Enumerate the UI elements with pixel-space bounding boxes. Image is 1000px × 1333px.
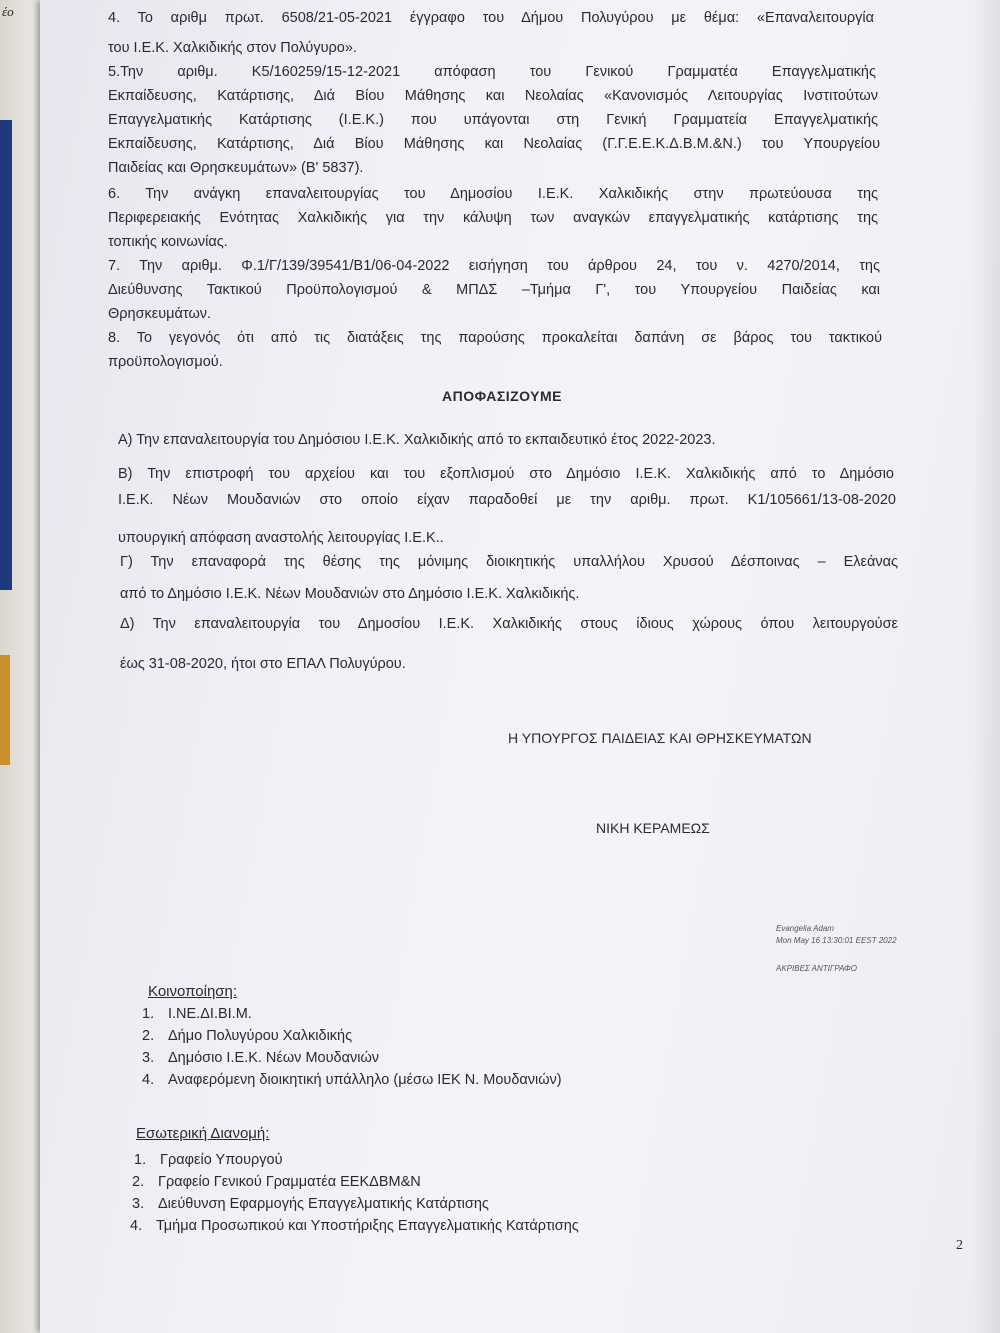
page-number: 2 <box>956 1238 963 1253</box>
decision-d-line-2: έως 31-08-2020, ήτοι στο ΕΠΑΛ Πολυγύρου. <box>120 656 406 672</box>
item-4-line-1: 4. Το αριθμ πρωτ. 6508/21-05-2021 έγγραφο του Δήμου Πολυγύρου με θέμα: «Επαναλειτουργία <box>108 10 874 26</box>
item-5-line-5: Παιδείας και Θρησκευμάτων» (Β' 5837). <box>108 160 364 176</box>
internal-item-3: 3. Διεύθυνση Εφαρμογής Επαγγελματικής Κατάρτισης <box>132 1196 489 1212</box>
minister-name: ΝΙΚΗ ΚΕΡΑΜΕΩΣ <box>596 820 710 836</box>
item-7-line-2: Διεύθυνσης Τακτικού Προϋπολογισμού & ΜΠΔΣ –Τμήμα Γ', του Υπουργείου Παιδείας και <box>108 282 880 298</box>
corner-text: έο <box>2 4 14 19</box>
item-7-line-1: 7. Την αριθμ. Φ.1/Γ/139/39541/Β1/06-04-2022 εισήγηση του άρθρου 24, του ν. 4270/2014, της <box>108 258 880 274</box>
notification-item-1: 1. Ι.ΝΕ.ΔΙ.ΒΙ.Μ. <box>142 1006 252 1022</box>
minister-title: Η ΥΠΟΥΡΓΟΣ ΠΑΙΔΕΙΑΣ ΚΑΙ ΘΡΗΣΚΕΥΜΑΤΩΝ <box>508 730 812 746</box>
item-8-line-1: 8. Το γεγονός ότι από τις διατάξεις της παρούσης προκαλείται δαπάνη σε βάρος του τακτικού <box>108 330 882 346</box>
decision-b-line-2: Ι.Ε.Κ. Νέων Μουδανιών στο οποίο είχαν παραδοθεί με την αριθμ. πρωτ. Κ1/105661/13-08-2020 <box>118 492 896 508</box>
notification-item-3: 3. Δημόσιο Ι.Ε.Κ. Νέων Μουδανιών <box>142 1050 380 1066</box>
digital-signer: Evangelia Adam <box>776 924 834 933</box>
orange-folder-edge <box>0 655 10 765</box>
item-6-line-1: 6. Την ανάγκη επαναλειτουργίας του Δημοσίου Ι.Ε.Κ. Χαλκιδικής στην πρωτεύουσα της <box>108 186 878 202</box>
notification-item-4: 4. Αναφερόμενη διοικητική υπάλληλο (μέσω ΙΕΚ Ν. Μουδανιών) <box>142 1072 562 1088</box>
item-4-line-2: του Ι.Ε.Κ. Χαλκιδικής στον Πολύγυρο». <box>108 40 357 56</box>
internal-item-4: 4. Τμήμα Προσωπικού και Υποστήριξης Επαγγελματικής Κατάρτισης <box>130 1218 579 1234</box>
decision-b-line-3: υπουργική απόφαση αναστολής λειτουργίας Ι.Ε.Κ.. <box>118 530 444 546</box>
internal-item-1: 1. Γραφείο Υπουργού <box>134 1152 283 1168</box>
item-5-line-2: Εκπαίδευσης, Κατάρτισης, Διά Βίου Μάθησης και Νεολαίας «Κανονισμός Λειτουργίας Ινστιτούτων <box>108 88 878 104</box>
internal-item-2: 2. Γραφείο Γενικού Γραμματέα ΕΕΚΔΒΜ&Ν <box>132 1174 421 1190</box>
decision-c-line-2: από το Δημόσιο Ι.Ε.Κ. Νέων Μουδανιών στο Δημόσιο Ι.Ε.Κ. Χαλκιδικής. <box>120 586 580 602</box>
notification-item-2: 2. Δήμο Πολυγύρου Χαλκιδικής <box>142 1028 353 1044</box>
decision-b-line-1: Β) Την επιστροφή του αρχείου και του εξοπλισμού στο Δημόσιο Ι.Ε.Κ. Χαλκιδικής από το Δημόσιο <box>118 466 894 482</box>
digital-timestamp: Mon May 16 13:30:01 EEST 2022 <box>776 936 897 945</box>
certified-copy-label: ΑΚΡΙΒΕΣ ΑΝΤΙΓΡΑΦΟ <box>776 964 857 973</box>
item-6-line-2: Περιφερειακής Ενότητας Χαλκιδικής για την κάλυψη των αναγκών επαγγελματικής κατάρτισης της <box>108 210 878 226</box>
item-5-line-4: Εκπαίδευσης, Κατάρτισης, Διά Βίου Μάθησης και Νεολαίας (Γ.Γ.Ε.Ε.Κ.Δ.Β.Μ.&Ν.) του Υπουργείου <box>108 136 880 152</box>
item-5-line-1: 5.Την αριθμ. Κ5/160259/15-12-2021 απόφαση του Γενικού Γραμματέα Επαγγελματικής <box>108 64 876 80</box>
blue-folder-edge <box>0 120 12 590</box>
item-6-line-3: τοπικής κοινωνίας. <box>108 234 228 250</box>
decision-c-line-1: Γ) Την επαναφορά της θέσης της μόνιμης διοικητικής υπαλλήλου Χρυσού Δέσποινας – Ελεάνας <box>120 554 898 570</box>
notification-title: Κοινοποίηση: <box>148 983 238 1000</box>
internal-distribution-title: Εσωτερική Διανομή: <box>136 1125 270 1142</box>
item-5-line-3: Επαγγελματικής Κατάρτισης (Ι.Ε.Κ.) που υπάγονται στη Γενική Γραμματεία Επαγγελματικής <box>108 112 878 128</box>
item-8-line-2: προϋπολογισμού. <box>108 354 223 370</box>
document-page <box>40 0 1000 1333</box>
decision-d-line-1: Δ) Την επαναλειτουργία του Δημοσίου Ι.Ε.Κ. Χαλκιδικής στους ίδιους χώρους όπου λειτουργούσε <box>120 616 898 632</box>
decision-a: Α) Την επαναλειτουργία του Δημόσιου Ι.Ε.Κ. Χαλκιδικής από το εκπαιδευτικό έτος 2022-2023. <box>118 432 716 448</box>
item-7-line-3: Θρησκευμάτων. <box>108 306 212 322</box>
decision-heading: ΑΠΟΦΑΣΙΖΟΥΜΕ <box>442 388 563 404</box>
